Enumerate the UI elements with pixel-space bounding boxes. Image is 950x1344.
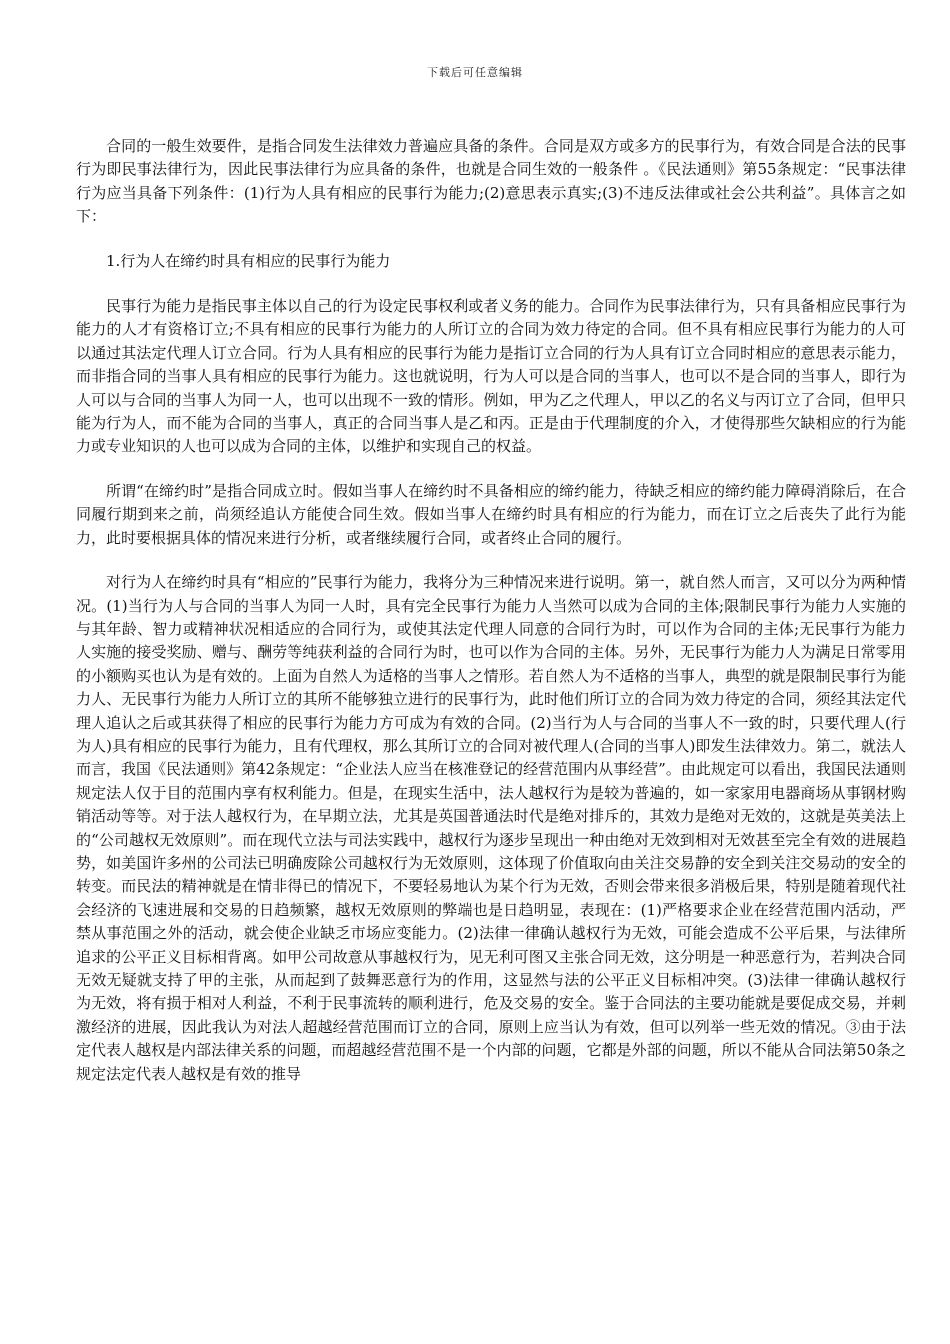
- paragraph-at-contracting: 所谓“在缔约时”是指合同成立时。假如当事人在缔约时不具备相应的缔约能力，待缺乏相应的缔约能力障碍消除后，在合同履行期到来之前，尚须经追认方能使合同生效。假如当事人在缔约时具有相应的行为能力，而在订立之后丧失了此行为能力，此时要根据具体的情况来进行分析，或者继续履行合同，或者终止合同的履行。: [76, 481, 906, 547]
- paragraph-capacity-definition: 民事行为能力是指民事主体以自己的行为设定民事权利或者义务的能力。合同作为民事法律行为，只有具备相应民事行为能力的人才有资格订立;不具有相应的民事行为能力的人所订立的合同为效力待定的合同。但不具有相应民事行为能力的人可以通过其法定代理人订立合同。行为人具有相应的民事行为能力是指订立合同的行为人具有订立合同时相应的意思表示能力，而非指合同的当事人具有相应的民事行为能力。这也就说明，行为人可以是合同的当事人，也可以不是合同的当事人，即行为人可以与合同的当事人为同一人，也可以出现不一致的情形。例如，甲为乙之代理人，甲以乙的名义与丙订立了合同，但甲只能为行为人，而不能为合同的当事人，真正的合同当事人是乙和丙。正是由于代理制度的介入，才使得那些欠缺相应的行为能力或专业知识的人也可以成为合同的主体，以维护和实现自己的权益。: [76, 297, 906, 456]
- paragraph-three-situations: 对行为人在缔约时具有“相应的”民事行为能力，我将分为三种情况来进行说明。第一，就自然人而言，又可以分为两种情况。(1)当行为人与合同的当事人为同一人时，具有完全民事行为能力人当然可以成为合同的主体;限制民事行为能力人实施的与其年龄、智力或精神状况相适应的合同行为，或使其法定代理人同意的合同行为时，可以作为合同的主体;无民事行为能力人实施的接受奖励、赠与、酬劳等纯获利益的合同行为时，也可以作为合同的主体。另外，无民事行为能力人为满足日常零用的小额购买也认为是有效的。上面为自然人为适格的当事人之情形。若自然人为不适格的当事人，典型的就是限制民事行为能力人、无民事行为能力人所订立的其所不能够独立进行的民事行为，此时他们所订立的合同为效力待定的合同，须经其法定代理人追认之后或其获得了相应的民事行为能力方可成为有效的合同。(2)当行为人与合同的当事人不一致的时，只要代理人(行为人)具有相应的民事行为能力，且有代理权，那么其所订立的合同对被代理人(合同的当事人)即发生法律效力。第二，就法人而言，我国《民法通则》第42条规定：“企业法人应当在核准登记的经营范围内从事经营”。由此规定可以看出，我国民法通则规定法人仅于目的范围内享有权利能力。但是，在现实生活中，法人越权行为是较为普遍的，如一家家用电器商场从事钢材购销活动等等。对于法人越权行为，在早期立法，尤其是英国普通法时代是绝对排斥的，其效力是绝对无效的，这就是英美法上的“公司越权无效原则”。而在现代立法与司法实践中，越权行为逐步呈现出一种由绝对无效到相对无效甚至完全有效的进展趋势，如美国许多州的公司法已明确废除公司越权行为无效原则，这体现了价值取向由关注交易静的安全到关注交易动的安全的转变。而民法的精神就是在情非得已的情况下，不要轻易地认为某个行为无效，否则会带来很多消极后果，特别是随着现代社会经济的飞速进展和交易的日趋频繁，越权无效原则的弊端也是日趋明显，表现在：(1)严格要求企业在经营范围内活动，严禁从事范围之外的活动，就会使企业缺乏市场应变能力。(2)法律一律确认越权行为无效，可能会造成不公平后果，与法律所追求的公平正义目标相背离。如甲公司故意从事越权行为，见无利可图又主张合同无效，这分明是一种恶意行为，若判决合同无效无疑就支持了甲的主张，从而起到了鼓舞恶意行为的作用，这显然与法的公平正义目标相冲突。(3)法律一律确认越权行为无效，将有损于相对人利益，不利于民事流转的顺利进行，危及交易的安全。鉴于合同法的主要功能就是要促成交易，并刺激经济的进展，因此我认为对法人超越经营范围而订立的合同，原则上应当认为有效，但可以列举一些无效的情况。③由于法定代表人越权是内部法律关系的问题，而超越经营范围不是一个内部的问题，它都是外部的问题，所以不能从合同法第50条之规定法定代表人越权是有效的推导: [76, 573, 906, 1083]
- section-heading-capacity: 1.行为人在缔约时具有相应的民事行为能力: [106, 251, 391, 270]
- page-header-watermark: 下载后可任意编辑: [427, 66, 523, 79]
- document-body: [76, 135, 906, 1107]
- paragraph-intro: 合同的一般生效要件，是指合同发生法律效力普遍应具备的条件。合同是双方或多方的民事行为，有效合同是合法的民事行为即民事法律行为，因此民事法律行为应具备的条件，也就是合同生效的一般条件 。《民法通则》第55条规定：“民事法律行为应当具备下列条件：(1)行为人具有相应的民事行为能力;(2)意思表示真实;(3)不违反法律或社会公共利益”。具体言之如下：: [76, 137, 906, 226]
